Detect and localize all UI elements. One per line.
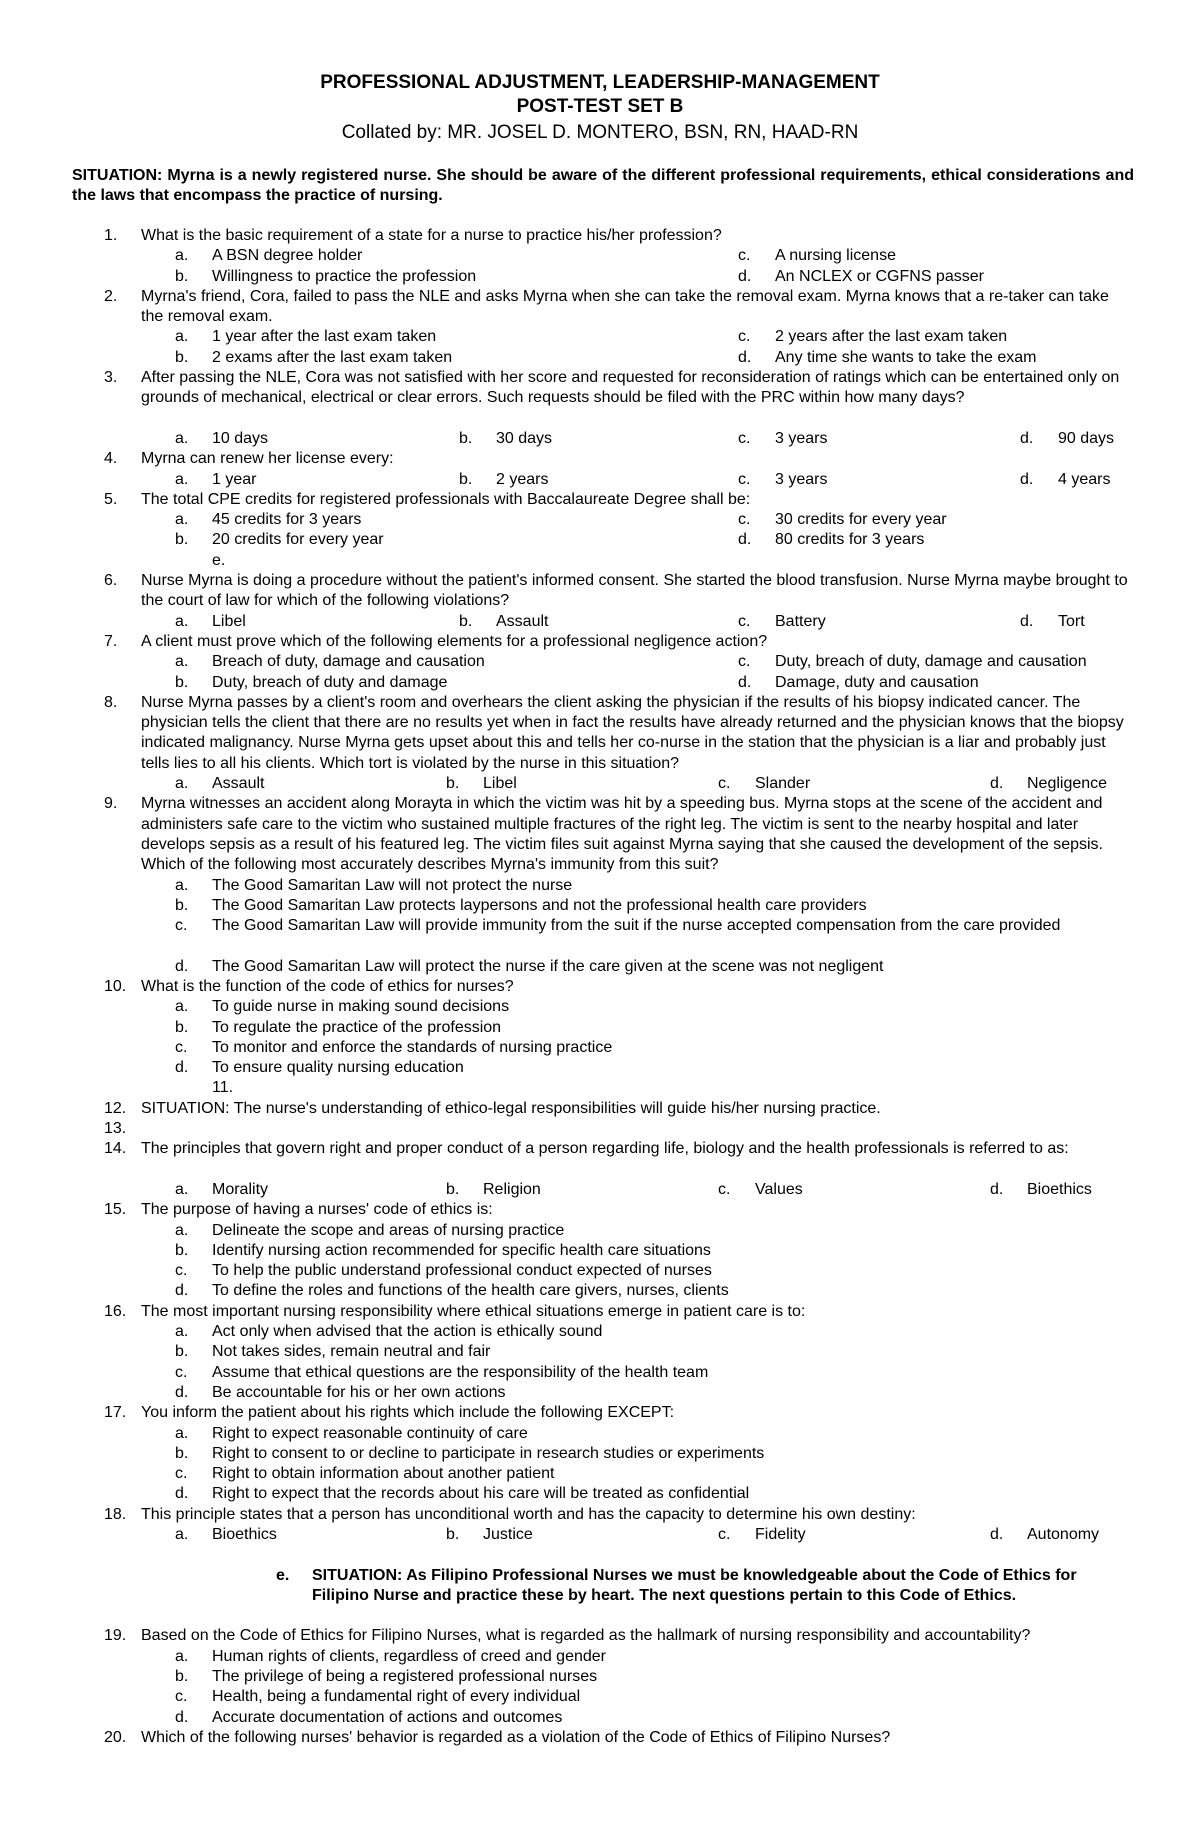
option-letter: b. — [175, 1018, 189, 1036]
option-letter: d. — [175, 1059, 189, 1077]
question-text: The principles that govern right and proper conduct of a person regarding life, biology and the health professionals is referred to as: — [141, 1140, 1069, 1158]
question-text: Myrna witnesses an accident along Morayta in which the victim was hit by a speeding bus. Myrna stops at the scene of the accident and administers safe care to the victim who sustained multiple fractures of the right leg. The victim is sent to the nearby hospital and later develops sepsis as a result of his featured leg. The victim files suit against Myrna saying that she caused the development of the sepsis. Which of the following most accurately describes Myrna's immunity from this suit? — [141, 795, 1103, 874]
option-text: Assume that ethical questions are the responsibility of the health team — [212, 1363, 709, 1381]
question — [0, 1626, 1134, 1646]
option-letter: a. — [175, 1323, 189, 1341]
question-number: 12. — [104, 1099, 127, 1117]
option-text: 1 year — [212, 470, 257, 488]
stray-marker — [0, 551, 1200, 571]
option-text: Values — [755, 1180, 803, 1198]
option-letter: b. — [175, 673, 189, 691]
option-row — [0, 1058, 1200, 1078]
option-row — [0, 1484, 1200, 1504]
option-letter: b. — [175, 896, 189, 914]
option-letter: c. — [738, 653, 751, 671]
option-text: 1 year after the last exam taken — [212, 328, 437, 346]
option-text: To define the roles and functions of the health care givers, nurses, clients — [212, 1282, 729, 1300]
question-number: 1. — [104, 227, 118, 244]
question-text: Myrna's friend, Cora, failed to pass the NLE and asks Myrna when she can take the removal exam. Myrna knows that a re-taker can take the removal exam. — [141, 287, 1109, 326]
stray-marker-text: e. — [212, 551, 226, 569]
option-text: Willingness to practice the profession — [212, 267, 477, 285]
question — [0, 1200, 1134, 1220]
option-letter: b. — [459, 429, 473, 447]
option-row — [0, 1687, 1200, 1707]
option-letter: d. — [738, 531, 752, 549]
question-number: 2. — [104, 287, 118, 305]
option-text: Damage, duty and causation — [775, 673, 979, 691]
option-row — [0, 510, 1200, 530]
option-text: Duty, breach of duty and damage — [212, 673, 448, 691]
question-list — [0, 226, 1200, 1748]
option-text: 3 years — [775, 470, 828, 488]
option-text: 20 credits for every year — [212, 531, 384, 549]
question-number: 6. — [104, 572, 118, 590]
option-letter: b. — [175, 348, 189, 366]
option-letter: c. — [718, 1180, 731, 1198]
question-number: 13. — [104, 1120, 127, 1138]
question — [0, 571, 1134, 612]
intro-situation: SITUATION: Myrna is a newly registered nurse. She should be aware of the different professional requirements, ethical considerations and the laws that encompass the practice of nursing. — [72, 167, 1134, 204]
option-letter: b. — [446, 775, 460, 793]
option-letter: a. — [175, 653, 189, 671]
option-text: Religion — [483, 1180, 541, 1198]
question — [0, 1728, 1134, 1748]
option-row — [0, 1221, 1200, 1241]
option-text: Assault — [212, 775, 265, 793]
question-number: 18. — [104, 1505, 127, 1523]
question-text: Myrna can renew her license every: — [141, 450, 394, 468]
option-text: Human rights of clients, regardless of creed and gender — [212, 1647, 606, 1665]
option-row — [0, 1424, 1200, 1444]
option-text: Bioethics — [212, 1526, 277, 1543]
option-letter: a. — [175, 876, 189, 894]
option-letter: b. — [175, 1241, 189, 1259]
option-text: Right to consent to or decline to participate in research studies or experiments — [212, 1444, 765, 1462]
option-text: Slander — [755, 775, 811, 793]
document-title: PROFESSIONAL ADJUSTMENT, LEADERSHIP-MANAGEMENT — [320, 72, 880, 93]
option-letter: d. — [175, 1485, 189, 1503]
option-letter: b. — [175, 531, 189, 549]
option-letter: a. — [175, 612, 189, 630]
option-letter: a. — [175, 1526, 189, 1543]
option-row — [0, 612, 1200, 632]
option-letter: b. — [175, 1343, 189, 1361]
option-row — [0, 1018, 1200, 1038]
option-row — [0, 470, 1200, 490]
option-letter: d. — [175, 957, 189, 975]
option-letter: d. — [1020, 429, 1034, 447]
option-text: Libel — [212, 612, 246, 630]
option-text: Any time she wants to take the exam — [775, 348, 1037, 366]
option-row — [0, 267, 1200, 287]
option-text: 30 days — [496, 429, 553, 447]
option-letter: b. — [446, 1526, 460, 1543]
option-row — [0, 1038, 1200, 1058]
question-number: 8. — [104, 693, 118, 711]
option-letter: c. — [738, 470, 751, 488]
option-text: Right to expect reasonable continuity of care — [212, 1424, 528, 1442]
option-row — [0, 1322, 1200, 1342]
option-text: The Good Samaritan Law protects laypersons and not the professional health care providers — [212, 896, 867, 914]
option-row — [0, 896, 1200, 916]
spacer — [0, 1545, 1200, 1565]
option-text: Tort — [1058, 612, 1085, 630]
question-text: Based on the Code of Ethics for Filipino Nurses, what is regarded as the hallmark of nursing responsibility and accountability? — [141, 1627, 1031, 1645]
stray-marker-text: 11. — [212, 1079, 234, 1097]
option-text: To ensure quality nursing education — [212, 1059, 464, 1077]
option-letter: a. — [175, 511, 189, 529]
question — [0, 449, 1134, 469]
question-number: 10. — [104, 977, 127, 995]
option-row — [0, 246, 1200, 266]
option-row — [0, 1363, 1200, 1383]
question-text: SITUATION: The nurse's understanding of ethico-legal responsibilities will guide his/her nursing practice. — [141, 1099, 881, 1117]
option-letter: c. — [175, 1262, 188, 1280]
option-letter: c. — [175, 1363, 188, 1381]
option-letter: c. — [738, 429, 751, 447]
option-text: Autonomy — [1027, 1526, 1100, 1543]
option-text: Libel — [483, 775, 517, 793]
option-text: The privilege of being a registered professional nurses — [212, 1668, 598, 1686]
option-letter: a. — [175, 247, 189, 265]
option-row — [0, 1444, 1200, 1464]
option-letter: a. — [175, 775, 189, 793]
question-text: This principle states that a person has unconditional worth and has the capacity to determine his own destiny: — [141, 1505, 916, 1523]
question-text: After passing the NLE, Cora was not satisfied with her score and requested for reconsideration of ratings which can be entertained only on grounds of mechanical, electrical or clear errors. Such requests should be filed with the PRC within how many days? — [141, 369, 1120, 407]
situation-text: SITUATION: As Filipino Professional Nurses we must be knowledgeable about the Code of Ethics for Filipino Nurse and practice these by heart. The next questions pertain to this Code of Ethics. — [312, 1566, 1077, 1604]
option-row — [0, 530, 1200, 550]
question-text: Nurse Myrna passes by a client's room and overhears the client asking the physician if the results of his biopsy indicated cancer. The physician tells the client that there are no results yet when in fact the results have already returned and the physician knows that the biopsy indicated malignancy. Nurse Myrna gets upset about this and tells her co-nurse in the station that the physician is a liar and probably just tells lies to all his clients. Which tort is violated by the nurse in this situation? — [141, 693, 1124, 772]
option-letter: a. — [175, 470, 189, 488]
option-letter: a. — [175, 1647, 189, 1665]
option-text: Health, being a fundamental right of every individual — [212, 1688, 581, 1706]
option-text: The Good Samaritan Law will not protect the nurse — [212, 876, 573, 894]
document-collator: Collated by: MR. JOSEL D. MONTERO, BSN, RN, HAAD-RN — [341, 122, 859, 143]
option-text: A nursing license — [775, 247, 896, 265]
question — [0, 1119, 1134, 1139]
option-letter: b. — [175, 1444, 189, 1462]
question-number: 9. — [104, 795, 118, 813]
option-row — [0, 997, 1200, 1017]
situation-letter: e. — [276, 1566, 290, 1584]
option-text: 2 years after the last exam taken — [775, 328, 1008, 346]
question — [0, 490, 1134, 510]
option-row — [0, 1261, 1200, 1281]
option-text: Right to expect that the records about his care will be treated as confidential — [212, 1485, 750, 1503]
option-row — [0, 348, 1200, 368]
question-number: 4. — [104, 450, 118, 468]
question-number: 20. — [104, 1728, 127, 1746]
option-letter: d. — [175, 1708, 189, 1726]
option-text: To regulate the practice of the profession — [212, 1018, 502, 1036]
question — [0, 1505, 1134, 1525]
option-letter: d. — [1020, 470, 1034, 488]
document-subtitle: POST-TEST SET B — [516, 96, 684, 117]
question-number: 19. — [104, 1627, 127, 1645]
option-row — [0, 1383, 1200, 1403]
question-text: You inform the patient about his rights which include the following EXCEPT: — [141, 1404, 675, 1422]
question — [0, 1403, 1134, 1423]
option-text: Justice — [483, 1526, 533, 1543]
option-letter: b. — [446, 1180, 460, 1198]
spacer — [0, 1606, 1200, 1626]
option-row — [0, 673, 1200, 693]
option-letter: b. — [459, 612, 473, 630]
question-number: 14. — [104, 1140, 127, 1158]
option-text: Right to obtain information about another patient — [212, 1465, 555, 1483]
option-text: 80 credits for 3 years — [775, 531, 925, 549]
question-text: What is the function of the code of ethics for nurses? — [141, 977, 514, 995]
option-letter: c. — [718, 1526, 731, 1543]
option-text: To monitor and enforce the standards of nursing practice — [212, 1038, 613, 1056]
question — [0, 1139, 1134, 1180]
option-letter: c. — [175, 1465, 188, 1483]
question — [0, 226, 1134, 246]
option-letter: a. — [175, 328, 189, 346]
option-letter: d. — [990, 775, 1004, 793]
option-text: To help the public understand professional conduct expected of nurses — [212, 1262, 712, 1280]
question-number: 16. — [104, 1302, 127, 1320]
option-letter: b. — [175, 267, 189, 285]
option-letter: d. — [738, 267, 752, 285]
question-number: 7. — [104, 632, 118, 650]
question-number: 3. — [104, 369, 118, 387]
option-text: 30 credits for every year — [775, 511, 947, 529]
option-text: Not takes sides, remain neutral and fair — [212, 1343, 491, 1361]
option-letter: d. — [738, 348, 752, 366]
question — [0, 794, 1134, 875]
option-text: Negligence — [1027, 775, 1108, 793]
option-letter: a. — [175, 1424, 189, 1442]
option-letter: d. — [738, 673, 752, 691]
option-row — [0, 916, 1200, 957]
option-row — [0, 429, 1200, 449]
option-row — [0, 1180, 1200, 1200]
option-letter: a. — [175, 429, 189, 447]
question-text: A client must prove which of the following elements for a professional negligence action? — [141, 632, 768, 650]
situation-block — [0, 1566, 1200, 1607]
option-letter: d. — [175, 1383, 189, 1401]
option-letter: c. — [175, 917, 188, 935]
option-text: Be accountable for his or her own actions — [212, 1383, 506, 1401]
option-letter: a. — [175, 998, 189, 1016]
question-text: Which of the following nurses' behavior is regarded as a violation of the Code of Ethics of Filipino Nurses? — [141, 1728, 891, 1746]
question-text: The purpose of having a nurses' code of ethics is: — [141, 1201, 493, 1219]
question-text: The most important nursing responsibility where ethical situations emerge in patient care is to: — [141, 1302, 806, 1320]
option-text: 3 years — [775, 429, 828, 447]
option-text: Duty, breach of duty, damage and causation — [775, 653, 1087, 671]
option-row — [0, 1647, 1200, 1667]
question-text: The total CPE credits for registered professionals with Baccalaureate Degree shall be: — [141, 490, 751, 508]
option-letter: d. — [1020, 612, 1034, 630]
option-text: Morality — [212, 1180, 269, 1198]
option-row — [0, 957, 1200, 977]
option-row — [0, 1281, 1200, 1301]
option-row — [0, 1342, 1200, 1362]
question — [0, 977, 1134, 997]
option-text: An NCLEX or CGFNS passer — [775, 267, 984, 285]
question — [0, 368, 1134, 429]
option-letter: c. — [718, 775, 731, 793]
option-letter: c. — [738, 247, 751, 265]
option-text: Battery — [775, 612, 826, 630]
option-letter: c. — [175, 1688, 188, 1706]
option-text: The Good Samaritan Law will provide immunity from the suit if the nurse accepted compensation from the care provided — [212, 917, 1061, 935]
option-text: Bioethics — [1027, 1180, 1092, 1198]
option-row — [0, 1525, 1200, 1545]
option-text: To guide nurse in making sound decisions — [212, 998, 510, 1016]
option-letter: d. — [990, 1180, 1004, 1198]
option-row — [0, 1708, 1200, 1728]
option-letter: b. — [459, 470, 473, 488]
option-text: Assault — [496, 612, 549, 630]
option-text: 90 days — [1058, 429, 1115, 447]
option-text: The Good Samaritan Law will protect the nurse if the care given at the scene was not negligent — [212, 957, 884, 975]
stray-marker — [0, 1078, 1200, 1098]
question-number: 5. — [104, 490, 118, 508]
option-row — [0, 652, 1200, 672]
option-letter: c. — [738, 511, 751, 529]
option-text: Delineate the scope and areas of nursing practice — [212, 1221, 565, 1239]
option-text: 10 days — [212, 429, 269, 447]
option-row — [0, 876, 1200, 896]
question — [0, 632, 1134, 652]
option-text: Accurate documentation of actions and outcomes — [212, 1708, 563, 1726]
option-text: 2 exams after the last exam taken — [212, 348, 453, 366]
question-text: Nurse Myrna is doing a procedure without the patient's informed consent. She started the blood transfusion. Nurse Myrna maybe brought to the court of law for which of the following violations? — [141, 572, 1128, 610]
option-row — [0, 1241, 1200, 1261]
option-text: A BSN degree holder — [212, 247, 363, 265]
option-letter: a. — [175, 1221, 189, 1239]
option-letter: d. — [175, 1282, 189, 1300]
option-letter: a. — [175, 1180, 189, 1198]
option-text: Fidelity — [755, 1526, 806, 1543]
question — [0, 1099, 1134, 1119]
question-text: What is the basic requirement of a state for a nurse to practice his/her profession? — [141, 227, 722, 244]
question — [0, 693, 1134, 774]
option-text: Breach of duty, damage and causation — [212, 653, 485, 671]
question — [0, 1302, 1134, 1322]
option-text: Act only when advised that the action is ethically sound — [212, 1323, 603, 1341]
question-number: 17. — [104, 1404, 127, 1422]
option-row — [0, 774, 1200, 794]
option-letter: c. — [738, 328, 751, 346]
option-text: Identify nursing action recommended for specific health care situations — [212, 1241, 711, 1259]
option-row — [0, 327, 1200, 347]
question — [0, 287, 1134, 328]
question-number: 15. — [104, 1201, 127, 1219]
option-letter: b. — [175, 1668, 189, 1686]
option-row — [0, 1667, 1200, 1687]
option-text: 4 years — [1058, 470, 1111, 488]
option-letter: c. — [175, 1038, 188, 1056]
option-row — [0, 1464, 1200, 1484]
option-letter: d. — [990, 1526, 1004, 1543]
option-text: 45 credits for 3 years — [212, 511, 362, 529]
option-letter: c. — [738, 612, 751, 630]
option-text: 2 years — [496, 470, 549, 488]
